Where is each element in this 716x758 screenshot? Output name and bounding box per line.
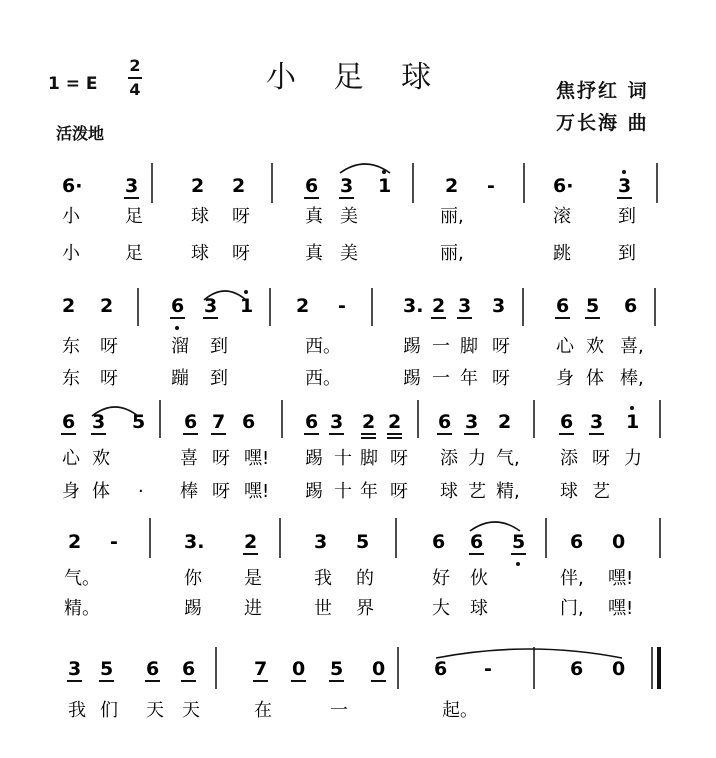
note: 3 bbox=[458, 295, 472, 317]
lyric-verse2: 足 bbox=[125, 243, 143, 264]
lyric-verse1: 呀 bbox=[390, 448, 408, 469]
slur-arc bbox=[470, 522, 520, 531]
note: 6 bbox=[560, 411, 574, 433]
note: 3 bbox=[330, 411, 344, 433]
lyric-verse1: 心 bbox=[556, 336, 574, 357]
note: - bbox=[484, 658, 492, 680]
note: 7 bbox=[254, 658, 268, 680]
lyric-verse1: 呀 bbox=[212, 448, 230, 469]
note: 6 bbox=[432, 531, 446, 553]
lyric-verse1: 是 bbox=[244, 568, 262, 589]
lyric-verse1: 伙 bbox=[470, 568, 488, 589]
lyric-verse1: 一 bbox=[432, 336, 450, 357]
note: 2 bbox=[388, 411, 402, 433]
lyric-verse2: 球 bbox=[560, 481, 578, 502]
note: 3. bbox=[403, 295, 424, 317]
lyric-verse1: 天 bbox=[146, 700, 164, 721]
lyricist-credit: 焦抒红 词 bbox=[556, 80, 649, 102]
lyric-verse2: 门, bbox=[560, 598, 584, 619]
lyric-verse1: 小 bbox=[62, 206, 80, 227]
lyric-verse1: 你 bbox=[184, 568, 202, 589]
lyric-verse1: 我 bbox=[314, 568, 332, 589]
lyric-verse2: 小 bbox=[62, 243, 80, 264]
octave-dot-below bbox=[516, 562, 520, 566]
lyric-verse2: 年 bbox=[360, 481, 378, 502]
lyric-verse2: 十 bbox=[334, 481, 352, 502]
lyric-verse2: 身 bbox=[556, 368, 574, 389]
octave-dot-below bbox=[175, 326, 179, 330]
lyric-verse2: 大 bbox=[432, 598, 450, 619]
slur-arc bbox=[436, 649, 622, 658]
note: 2 bbox=[68, 531, 82, 553]
lyric-verse1: 欢 bbox=[586, 336, 604, 357]
note: 1 bbox=[240, 295, 254, 317]
lyric-verse2: 呀 bbox=[212, 481, 230, 502]
lyric-verse2: 西。 bbox=[305, 368, 341, 389]
note: 1 bbox=[378, 175, 392, 197]
octave-dot-above bbox=[244, 290, 248, 294]
lyric-verse2: 到 bbox=[210, 368, 228, 389]
note: 6 bbox=[434, 658, 448, 680]
note: 3 bbox=[204, 295, 218, 317]
lyric-verse1: 滚 bbox=[553, 206, 571, 227]
lyric-verse2: 呀 bbox=[100, 368, 118, 389]
lyric-verse2: 呀 bbox=[232, 243, 250, 264]
note: 6 bbox=[171, 295, 185, 317]
note: 6· bbox=[62, 175, 83, 197]
lyric-verse2: 艺 bbox=[468, 481, 486, 502]
lyric-verse2: 棒 bbox=[180, 481, 198, 502]
note: - bbox=[338, 295, 346, 317]
note: 3 bbox=[125, 175, 139, 197]
lyric-verse1: 西。 bbox=[305, 336, 341, 357]
lyric-verse1: 好 bbox=[432, 568, 450, 589]
lyric-verse1: 欢 bbox=[92, 448, 110, 469]
lyric-verse1: 的 bbox=[356, 568, 374, 589]
lyric-verse2: 真 bbox=[305, 243, 323, 264]
lyric-verse2: 跳 bbox=[553, 243, 571, 264]
lyric-verse2: 体 bbox=[92, 481, 110, 502]
lyric-verse1: 溜 bbox=[171, 336, 189, 357]
lyric-verse2: 呀 bbox=[492, 368, 510, 389]
note: 5 bbox=[512, 531, 526, 553]
note: 3 bbox=[314, 531, 328, 553]
lyric-verse1: 喜 bbox=[180, 448, 198, 469]
lyric-verse1: 呀 bbox=[232, 206, 250, 227]
lyric-verse1: 起。 bbox=[442, 700, 478, 721]
lyric-verse1: 们 bbox=[100, 700, 118, 721]
song-title: 小 足 球 bbox=[266, 60, 446, 95]
note: 2 bbox=[62, 295, 76, 317]
note: 6 bbox=[305, 411, 319, 433]
lyric-verse2: 丽, bbox=[440, 243, 464, 264]
lyric-verse2: 世 bbox=[314, 598, 332, 619]
note: 3 bbox=[492, 295, 506, 317]
lyric-verse1: 气, bbox=[496, 448, 520, 469]
note: 6 bbox=[146, 658, 160, 680]
lyric-verse1: 踢 bbox=[305, 448, 323, 469]
key-signature: 1 = E bbox=[48, 74, 98, 94]
lyric-verse1: 力 bbox=[468, 448, 486, 469]
lyric-verse1: 呀 bbox=[592, 448, 610, 469]
lyric-verse2: 体 bbox=[586, 368, 604, 389]
time-signature-top: 2 bbox=[129, 56, 141, 75]
lyric-verse1: 足 bbox=[125, 206, 143, 227]
lyric-verse1: 添 bbox=[560, 448, 578, 469]
lyric-verse1: 在 bbox=[254, 700, 272, 721]
note: 5 bbox=[100, 658, 114, 680]
note: 7 bbox=[212, 411, 226, 433]
lyric-verse2: 踢 bbox=[305, 481, 323, 502]
note: 3. bbox=[184, 531, 205, 553]
note: 6 bbox=[570, 531, 584, 553]
note: 5 bbox=[586, 295, 600, 317]
lyric-verse2: 界 bbox=[356, 598, 374, 619]
note: 3 bbox=[340, 175, 354, 197]
lyric-verse1: 十 bbox=[334, 448, 352, 469]
note: 6 bbox=[570, 658, 584, 680]
lyric-verse2: 棒, bbox=[620, 368, 644, 389]
lyric-verse1: 力 bbox=[624, 448, 642, 469]
note: 2 bbox=[362, 411, 376, 433]
note: 2 bbox=[432, 295, 446, 317]
note: 6 bbox=[305, 175, 319, 197]
lyric-verse1: 呀 bbox=[492, 336, 510, 357]
note: 2 bbox=[100, 295, 114, 317]
lyric-verse1: 到 bbox=[210, 336, 228, 357]
note: 2 bbox=[296, 295, 310, 317]
lyric-verse1: 天 bbox=[182, 700, 200, 721]
note: 2 bbox=[445, 175, 459, 197]
lyric-verse2: · bbox=[138, 481, 144, 502]
note: 6 bbox=[184, 411, 198, 433]
lyric-verse1: 脚 bbox=[360, 448, 378, 469]
note: 0 bbox=[292, 658, 306, 680]
octave-dot-above bbox=[622, 170, 626, 174]
note: - bbox=[110, 531, 118, 553]
lyric-verse1: 气。 bbox=[64, 568, 100, 589]
lyric-verse2: 进 bbox=[244, 598, 262, 619]
lyric-verse1: 美 bbox=[340, 206, 358, 227]
note: 2 bbox=[191, 175, 205, 197]
note: 6 bbox=[556, 295, 570, 317]
tempo-marking: 活泼地 bbox=[56, 124, 105, 143]
lyric-verse2: 嘿! bbox=[244, 481, 270, 502]
lyric-verse2: 呀 bbox=[390, 481, 408, 502]
composer-credit: 万长海 曲 bbox=[556, 112, 649, 134]
note: 5 bbox=[356, 531, 370, 553]
note: 1 bbox=[626, 411, 640, 433]
lyric-verse1: 添 bbox=[440, 448, 458, 469]
lyric-verse2: 一 bbox=[432, 368, 450, 389]
note: 5 bbox=[132, 411, 146, 433]
lyric-verse2: 东 bbox=[62, 368, 80, 389]
note: 5 bbox=[330, 658, 344, 680]
note: 6 bbox=[438, 411, 452, 433]
note: 6 bbox=[182, 658, 196, 680]
lyric-verse1: 脚 bbox=[460, 336, 478, 357]
lyric-verse1: 喜, bbox=[620, 336, 644, 357]
lyric-verse2: 嘿! bbox=[608, 598, 634, 619]
time-signature-bottom: 4 bbox=[129, 80, 141, 99]
lyric-verse2: 身 bbox=[62, 481, 80, 502]
lyric-verse2: 球 bbox=[470, 598, 488, 619]
lyric-verse1: 真 bbox=[305, 206, 323, 227]
lyric-verse2: 球 bbox=[191, 243, 209, 264]
note: 2 bbox=[498, 411, 512, 433]
lyric-verse1: 一 bbox=[330, 700, 348, 721]
lyric-verse2: 蹦 bbox=[171, 368, 189, 389]
note: 6 bbox=[62, 411, 76, 433]
lyric-verse2: 踢 bbox=[184, 598, 202, 619]
final-bar-thick bbox=[657, 647, 661, 689]
lyric-verse1: 丽, bbox=[440, 206, 464, 227]
note: 3 bbox=[590, 411, 604, 433]
lyric-verse1: 东 bbox=[62, 336, 80, 357]
note: 0 bbox=[372, 658, 386, 680]
lyric-verse2: 美 bbox=[340, 243, 358, 264]
note: 6 bbox=[624, 295, 638, 317]
lyric-verse2: 精, bbox=[496, 481, 520, 502]
lyric-verse1: 踢 bbox=[403, 336, 421, 357]
lyric-verse1: 嘿! bbox=[244, 448, 270, 469]
note: 6· bbox=[553, 175, 574, 197]
lyric-verse2: 年 bbox=[460, 368, 478, 389]
note: 0 bbox=[612, 531, 626, 553]
note: 2 bbox=[232, 175, 246, 197]
lyric-verse2: 精。 bbox=[64, 598, 100, 619]
note: 0 bbox=[612, 658, 626, 680]
note: 6 bbox=[242, 411, 256, 433]
lyric-verse1: 心 bbox=[62, 448, 80, 469]
note: 6 bbox=[470, 531, 484, 553]
note: 3 bbox=[92, 411, 106, 433]
note: 3 bbox=[465, 411, 479, 433]
lyric-verse1: 呀 bbox=[100, 336, 118, 357]
note: - bbox=[487, 175, 495, 197]
lyric-verse2: 到 bbox=[618, 243, 636, 264]
lyric-verse1: 球 bbox=[191, 206, 209, 227]
lyric-verse1: 嘿! bbox=[608, 568, 634, 589]
lyric-verse1: 到 bbox=[618, 206, 636, 227]
note: 3 bbox=[618, 175, 632, 197]
lyric-verse2: 踢 bbox=[403, 368, 421, 389]
lyric-verse2: 艺 bbox=[592, 481, 610, 502]
lyric-verse1: 伴, bbox=[560, 568, 584, 589]
lyric-verse1: 我 bbox=[68, 700, 86, 721]
octave-dot-above bbox=[630, 406, 634, 410]
note: 3 bbox=[68, 658, 82, 680]
lyric-verse2: 球 bbox=[440, 481, 458, 502]
note: 2 bbox=[244, 531, 258, 553]
